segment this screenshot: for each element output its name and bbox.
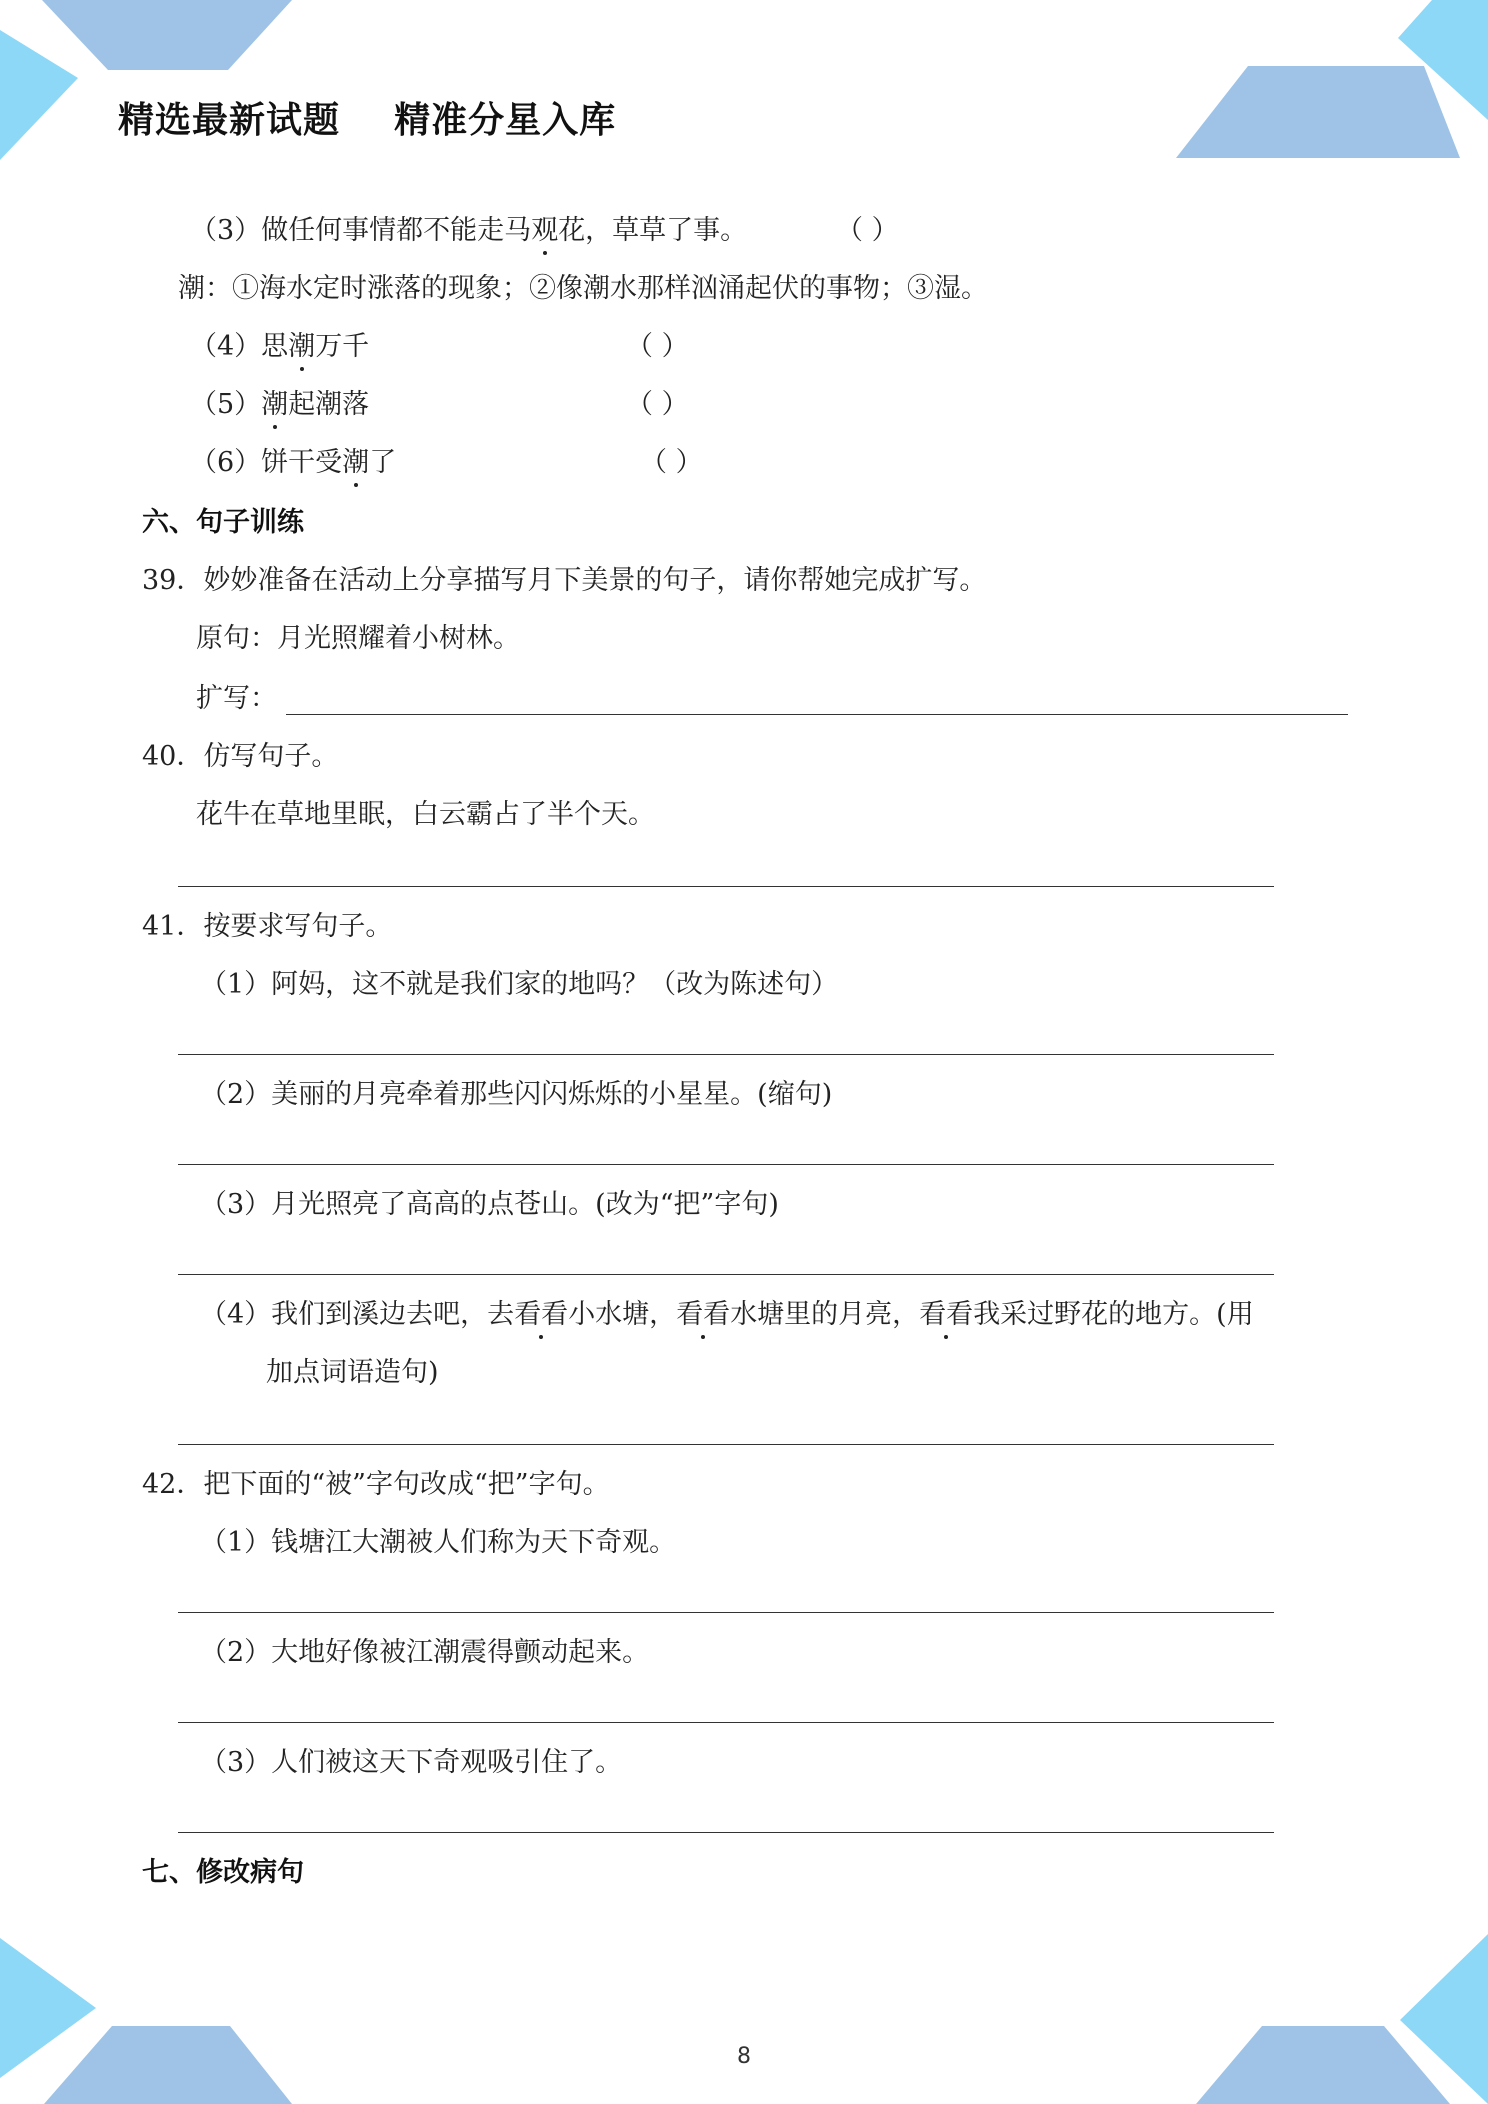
dotted-word: 看看 bbox=[919, 1299, 974, 1330]
dotted-character: 潮 bbox=[342, 447, 370, 478]
item-text: 水塘里的月亮， bbox=[730, 1299, 920, 1330]
original-sentence: 原句：月光照耀着小树林。 bbox=[196, 623, 520, 654]
item-text: 起潮落 bbox=[288, 389, 370, 420]
answer-line[interactable] bbox=[178, 1274, 1274, 1275]
question-item-4 bbox=[190, 330, 369, 364]
sub-question-41-3: （3）月光照亮了高高的点苍山。(改为“把”字句) bbox=[200, 1189, 779, 1220]
question-40: 40．仿写句子。 bbox=[142, 741, 339, 772]
item-text: 万千 bbox=[315, 331, 370, 362]
item-text: 花，草草了事。 bbox=[558, 215, 748, 246]
definition-chao: 潮：①海水定时涨落的现象；②像潮水那样汹涌起伏的事物；③湿。 bbox=[178, 273, 988, 304]
answer-line[interactable] bbox=[178, 1612, 1274, 1613]
sub-question-41-4-line2: 加点词语造句) bbox=[266, 1357, 439, 1388]
answer-line[interactable] bbox=[178, 1164, 1274, 1165]
item-text: （5） bbox=[190, 389, 262, 420]
expand-label: 扩写： bbox=[196, 683, 277, 714]
answer-line[interactable] bbox=[286, 714, 1348, 715]
question-item-6 bbox=[190, 446, 396, 480]
answer-line[interactable] bbox=[178, 1722, 1274, 1723]
item-text: 我采过野花的地方。(用 bbox=[973, 1299, 1254, 1330]
answer-line[interactable] bbox=[178, 1832, 1274, 1833]
sub-question-42-2: （2）大地好像被江潮震得颤动起来。 bbox=[200, 1637, 650, 1668]
item-text: （4）我们到溪边去吧，去 bbox=[200, 1299, 515, 1330]
page-header-title: 精选最新试题 精准分星入库 bbox=[118, 100, 617, 141]
answer-parentheses[interactable]: （ ） bbox=[626, 389, 689, 420]
dotted-character: 观 bbox=[531, 215, 559, 246]
corner-decoration-top-left-trapezoid bbox=[42, 0, 292, 70]
sub-question-41-2: （2）美丽的月亮牵着那些闪闪烁烁的小星星。(缩句) bbox=[200, 1079, 833, 1110]
question-41: 41．按要求写句子。 bbox=[142, 911, 393, 942]
corner-decoration-top-right-trapezoid bbox=[1176, 66, 1460, 158]
answer-line[interactable] bbox=[178, 1054, 1274, 1055]
question-item-5 bbox=[190, 388, 369, 422]
item-text: 了 bbox=[369, 447, 397, 478]
answer-line[interactable] bbox=[178, 1444, 1274, 1445]
answer-parentheses[interactable]: （ ） bbox=[640, 447, 703, 478]
answer-parentheses[interactable]: （ ） bbox=[626, 331, 689, 362]
item-text: （3）做任何事情都不能走马 bbox=[190, 215, 532, 246]
sub-question-41-4 bbox=[200, 1298, 1254, 1332]
sub-question-42-3: （3）人们被这天下奇观吸引住了。 bbox=[200, 1747, 623, 1778]
dotted-character: 潮 bbox=[288, 331, 316, 362]
item-text: （6）饼干受 bbox=[190, 447, 343, 478]
item-text: 小水塘， bbox=[568, 1299, 677, 1330]
page-number: 8 bbox=[737, 2044, 751, 2069]
answer-line[interactable] bbox=[178, 886, 1274, 887]
answer-parentheses[interactable]: （ ） bbox=[836, 215, 899, 246]
section-title-7: 七、修改病句 bbox=[142, 1857, 304, 1888]
question-39: 39．妙妙准备在活动上分享描写月下美景的句子，请你帮她完成扩写。 bbox=[142, 565, 987, 596]
dotted-word: 看看 bbox=[514, 1299, 569, 1330]
dotted-character: 潮 bbox=[261, 389, 289, 420]
corner-decoration-top-left-triangle bbox=[0, 30, 78, 160]
question-42: 42．把下面的“被”字句改成“把”字句。 bbox=[142, 1469, 610, 1500]
example-sentence: 花牛在草地里眠，白云霸占了半个天。 bbox=[196, 799, 655, 830]
question-item-3 bbox=[190, 214, 747, 248]
sub-question-41-1: （1）阿妈，这不就是我们家的地吗？（改为陈述句） bbox=[200, 969, 839, 1000]
sub-question-42-1: （1）钱塘江大潮被人们称为天下奇观。 bbox=[200, 1527, 677, 1558]
section-title-6: 六、句子训练 bbox=[142, 507, 304, 538]
item-text: （4）思 bbox=[190, 331, 289, 362]
dotted-word: 看看 bbox=[676, 1299, 731, 1330]
